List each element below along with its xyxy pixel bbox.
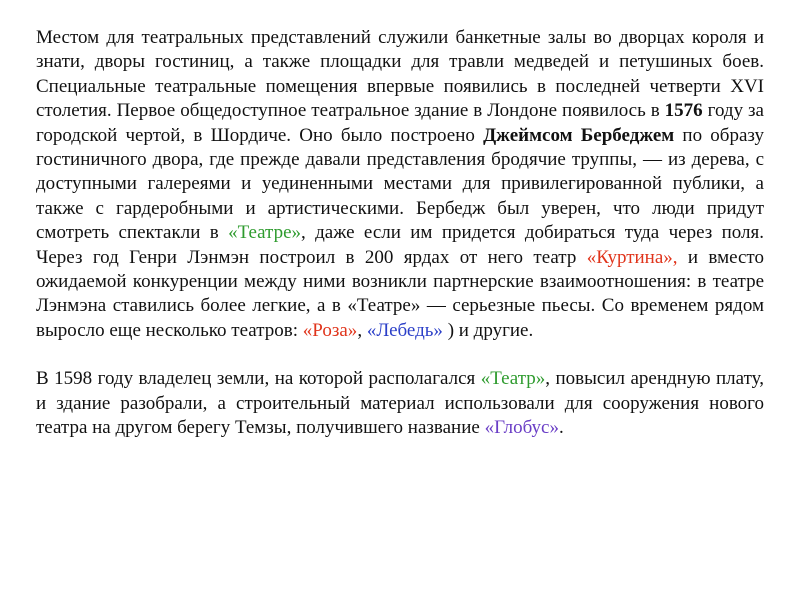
paragraph-history-first-theatres [36, 26, 764, 343]
builder-name: Джеймсом Бербеджем [483, 124, 675, 146]
text-segment: , повысил арендную плату, и здание разобрали, а строительный материал использовали для сооружения нового театра на другом берегу Темзы, получившего название [36, 368, 765, 439]
text-segment: Местом для театральных представлений служили банкетные залы во дворцах короля и знати, дворы гостиниц, а также площадки для травли медведей и петушиных боев. Специальные театральные помещения впервые появились в последней четверти XVI столетия. Первое общедоступное театральное здание в Лондоне появилось в [36, 27, 764, 122]
theatre-name-theatre: «Театре» [228, 222, 302, 244]
theatre-name-curtain: «Куртина», [586, 246, 678, 268]
theatre-name-globe: «Глобус» [484, 417, 559, 439]
text-segment: , [357, 319, 367, 341]
paragraph-globe-origin [36, 367, 764, 440]
text-segment: и вместо ожидаемой конкуренции между ними возникли партнерские взаимоотношения: в театре Лэнмэна ставились более легкие, а в «Театре» — серьезные пьесы. Со временем рядом выросло еще несколько театров: [36, 246, 764, 341]
text-segment: году за городской чертой, в Шордиче. Оно было построено [36, 100, 764, 146]
year-1576: 1576 [664, 100, 703, 122]
theatre-name-theatre: «Театр» [480, 368, 546, 390]
text-segment: по образу гостиничного двора, где прежде давали представления бродячие труппы, — из дерева, с доступными галереями и уединенными местами для привилегированной публики, а также с гардеробными и артистическими. Бербедж был уверен, что люди придут смотреть спектакли в [36, 124, 764, 244]
text-segment: . [559, 417, 564, 439]
text-segment: ) и другие. [442, 319, 534, 341]
text-segment: В 1598 году владелец земли, на которой располагался [36, 368, 481, 390]
theatre-name-rose: «Роза» [302, 319, 358, 341]
text-segment: , даже если им придется добираться туда через поля. Через год Генри Лэнмэн построил в 200 ярдах от него театр [36, 222, 764, 268]
theatre-name-swan: «Лебедь» [366, 319, 443, 341]
